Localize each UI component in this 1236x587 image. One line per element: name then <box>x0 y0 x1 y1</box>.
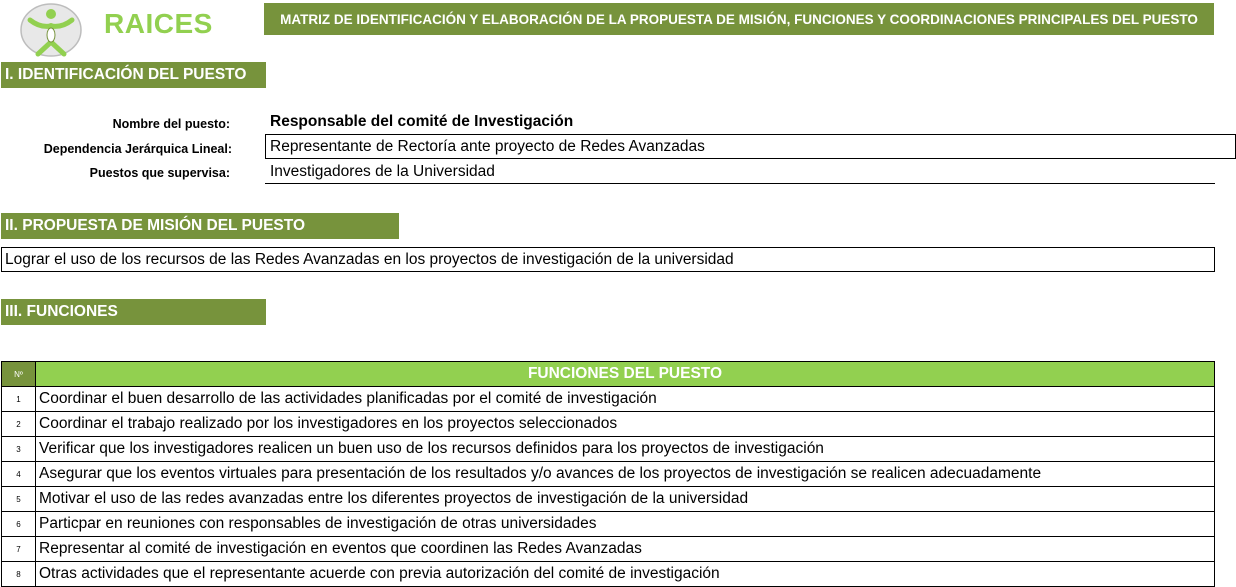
table-row <box>2 412 1215 437</box>
supervises-underline <box>265 183 1215 184</box>
hierarchy-value: Representante de Rectoría ante proyecto de Redes Avanzadas <box>270 138 705 155</box>
row-function: Representar al comité de investigación en eventos que coordinen las Redes Avanzadas <box>36 537 1215 562</box>
table-row <box>2 387 1215 412</box>
job-name-label: Nombre del puesto: <box>112 117 230 131</box>
mission-text: Lograr el uso de los recursos de las Redes Avanzadas en los proyectos de investigación de la universidad <box>1 247 1215 272</box>
row-number: 6 <box>2 512 36 537</box>
row-function: Coordinar el buen desarrollo de las actividades planificadas por el comité de investigación <box>36 387 1215 412</box>
row-function: Particpar en reuniones con responsables de investigación de otras universidades <box>36 512 1215 537</box>
row-number: 5 <box>2 487 36 512</box>
number-column-header: Nº <box>2 362 36 387</box>
supervises-value: Investigadores de la Universidad <box>270 163 495 180</box>
row-number: 3 <box>2 437 36 462</box>
job-name-value: Responsable del comité de Investigación <box>270 113 574 130</box>
table-row <box>2 462 1215 487</box>
row-number: 2 <box>2 412 36 437</box>
row-number: 8 <box>2 562 36 587</box>
functions-column-header: FUNCIONES DEL PUESTO <box>36 362 1215 387</box>
row-number: 4 <box>2 462 36 487</box>
table-row <box>2 487 1215 512</box>
functions-table-header <box>2 362 1215 387</box>
row-number: 7 <box>2 537 36 562</box>
table-row <box>2 562 1215 587</box>
table-row <box>2 512 1215 537</box>
raices-logo-icon <box>18 2 84 58</box>
table-row <box>2 537 1215 562</box>
row-function: Otras actividades que el representante acuerde con previa autorización del comité de investigación <box>36 562 1215 587</box>
row-function: Coordinar el trabajo realizado por los investigadores en los proyectos seleccionados <box>36 412 1215 437</box>
hierarchy-label: Dependencia Jerárquica Lineal: <box>43 142 232 156</box>
row-function: Asegurar que los eventos virtuales para presentación de los resultados y/o avances de los proyectos de investigación se realicen adecuadamente <box>36 462 1215 487</box>
table-row <box>2 437 1215 462</box>
section-mission-heading: II. PROPUESTA DE MISIÓN DEL PUESTO <box>1 213 399 239</box>
row-function: Verificar que los investigadores realicen un buen uso de los recursos definidos para los proyectos de investigación <box>36 437 1215 462</box>
supervises-label: Puestos que supervisa: <box>89 166 230 180</box>
section-identification-heading: I. IDENTIFICACIÓN DEL PUESTO <box>1 62 266 88</box>
row-number: 1 <box>2 387 36 412</box>
row-function: Motivar el uso de las redes avanzadas entre los diferentes proyectos de investigación de la universidad <box>36 487 1215 512</box>
document-title: MATRIZ DE IDENTIFICACIÓN Y ELABORACIÓN DE LA PROPUESTA DE MISIÓN, FUNCIONES Y COORDINACIONES PRINCIPALES DEL PUESTO <box>264 3 1214 35</box>
functions-table <box>1 361 1215 587</box>
brand-name: RAICES <box>104 8 213 39</box>
section-functions-heading: III. FUNCIONES <box>1 299 266 325</box>
